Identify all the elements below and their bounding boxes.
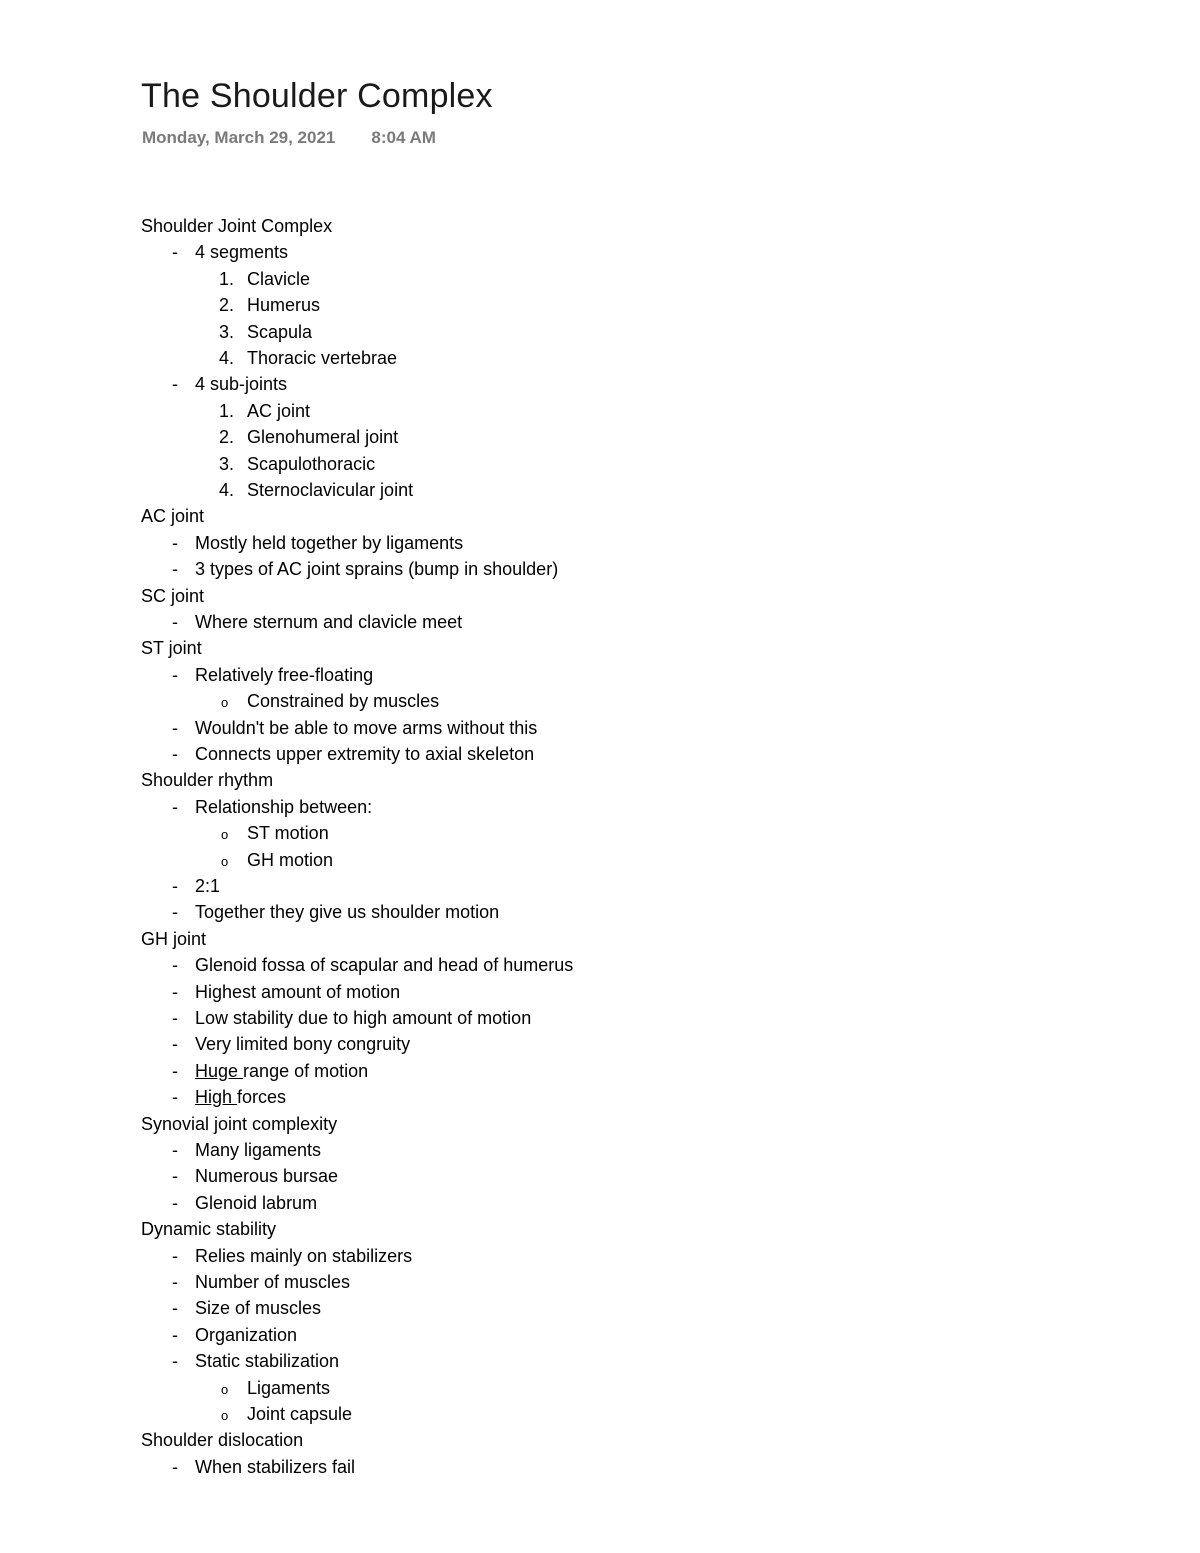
list-item [172, 1190, 317, 1216]
list-item [172, 1348, 339, 1374]
line-text: Glenohumeral joint [247, 427, 399, 448]
list-item [172, 530, 463, 556]
line-text: Organization [195, 1324, 298, 1345]
list-item [221, 1401, 352, 1427]
list-item [172, 794, 372, 820]
line-text: Low stability due to high amount of motion [195, 1008, 532, 1028]
line-text: Glenoid fossa of scapular and head of humerus [195, 955, 574, 976]
list-number: 4. [219, 348, 235, 368]
dash-bullet: - [172, 612, 178, 632]
dash-bullet: - [172, 717, 178, 738]
line-text: Scapula [247, 321, 313, 342]
list-item [221, 688, 439, 714]
list-item [172, 1295, 321, 1321]
line-text: GH motion [247, 849, 334, 870]
list-item [172, 1163, 338, 1189]
line-text: Where sternum and clavicle meet [195, 612, 463, 632]
dash-bullet: - [172, 796, 178, 817]
dash-bullet: - [172, 744, 178, 764]
list-item [172, 1031, 410, 1057]
list-item [219, 398, 310, 424]
line-text: GH joint [141, 928, 207, 949]
line-text: ST joint [141, 638, 202, 659]
line-text: AC joint [141, 506, 205, 527]
page-date-time [142, 126, 436, 150]
list-item [172, 609, 462, 635]
dash-bullet: - [172, 374, 178, 395]
line-text: forces [237, 1087, 287, 1108]
dash-bullet: - [172, 664, 178, 685]
list-item [172, 556, 558, 582]
list-item [172, 979, 400, 1005]
list-number: 3. [219, 321, 235, 342]
line-text: Very limited bony congruity [195, 1034, 411, 1055]
section-heading [141, 635, 202, 661]
list-number: 1. [219, 400, 235, 421]
list-item [172, 1322, 297, 1348]
circle-bullet-icon: o [221, 1408, 229, 1423]
dash-bullet: - [172, 1351, 178, 1372]
list-item [221, 1375, 330, 1401]
underlined-text: High [195, 1087, 238, 1108]
line-text: Dynamic stability [141, 1219, 277, 1240]
line-text: Shoulder dislocation [141, 1430, 304, 1451]
dash-bullet: - [172, 1034, 178, 1055]
circle-bullet-icon: o [221, 853, 229, 869]
list-item [172, 239, 288, 265]
line-text: Clavicle [247, 268, 311, 289]
section-heading [141, 503, 204, 529]
line-text: Sternoclavicular joint [247, 480, 414, 500]
list-item [172, 371, 287, 397]
line-text: Ligaments [247, 1377, 331, 1398]
circle-bullet-icon: o [221, 827, 229, 843]
line-text: Connects upper extremity to axial skeleton [195, 744, 535, 764]
dash-bullet: - [172, 532, 178, 553]
line-text: 4 segments [195, 242, 289, 263]
section-heading [141, 213, 332, 239]
section-heading [141, 767, 273, 793]
section-heading [141, 1216, 276, 1242]
dash-bullet: - [172, 955, 178, 976]
page-time: 8:04 AM [371, 128, 436, 147]
list-item [172, 873, 220, 899]
dash-bullet: - [172, 1245, 178, 1266]
dash-bullet: - [172, 1060, 178, 1081]
line-text: Joint capsule [247, 1404, 353, 1424]
dash-bullet: - [172, 981, 178, 1002]
dash-bullet: - [172, 1008, 178, 1028]
list-item [219, 292, 320, 318]
dash-bullet: - [172, 902, 178, 923]
line-text: 2:1 [195, 876, 221, 896]
line-text: Size of muscles [195, 1298, 322, 1319]
line-text: SC joint [141, 585, 205, 606]
section-heading [141, 1427, 303, 1453]
dash-bullet: - [172, 1087, 178, 1108]
list-number: 4. [219, 480, 235, 500]
line-text: Humerus [247, 295, 321, 316]
line-text: 4 sub-joints [195, 374, 288, 395]
list-number: 1. [219, 268, 235, 289]
dash-bullet: - [172, 1192, 178, 1213]
line-text: Thoracic vertebrae [247, 348, 398, 368]
list-item [221, 820, 329, 846]
page-title: The Shoulder Complex [141, 77, 493, 115]
list-item [172, 1243, 412, 1269]
dash-bullet: - [172, 1166, 178, 1187]
line-text: Numerous bursae [195, 1166, 339, 1187]
underlined-text: Huge [195, 1060, 244, 1081]
list-item [172, 1005, 531, 1031]
section-heading [141, 926, 206, 952]
list-number: 2. [219, 427, 235, 448]
line-text: Static stabilization [195, 1351, 340, 1372]
circle-bullet-icon: o [221, 695, 229, 711]
list-item [172, 1137, 321, 1163]
dash-bullet: - [172, 1456, 178, 1477]
list-item [172, 899, 499, 925]
list-item [172, 952, 573, 978]
dash-bullet: - [172, 1324, 178, 1345]
dash-bullet: - [172, 1140, 178, 1160]
dash-bullet: - [172, 876, 178, 896]
list-item [172, 1058, 368, 1084]
line-text: ST motion [247, 823, 329, 844]
line-text: Relies mainly on stabilizers [195, 1245, 413, 1266]
list-item [172, 1269, 350, 1295]
page-date: Monday, March 29, 2021 [142, 128, 336, 147]
circle-bullet-icon: o [221, 1381, 229, 1397]
list-item [172, 1454, 355, 1480]
line-text: Shoulder rhythm [141, 770, 274, 791]
line-text: Highest amount of motion [195, 981, 401, 1002]
line-text: 3 types of AC joint sprains (bump in shoulder) [195, 559, 559, 580]
line-text: Glenoid labrum [195, 1192, 318, 1213]
list-item [172, 1084, 286, 1110]
list-item [172, 715, 537, 741]
line-text: Mostly held together by ligaments [195, 532, 464, 553]
line-text: Shoulder Joint Complex [141, 216, 333, 236]
list-number: 3. [219, 453, 235, 474]
line-text: range of motion [243, 1060, 369, 1081]
line-text: Relatively free-floating [195, 664, 374, 685]
dash-bullet: - [172, 242, 178, 263]
list-item [219, 345, 397, 371]
line-text: Synovial joint complexity [141, 1113, 338, 1134]
line-text: Relationship between: [195, 796, 373, 817]
list-item [172, 741, 534, 767]
list-item [219, 319, 312, 345]
list-item [219, 266, 310, 292]
list-number: 2. [219, 295, 235, 316]
line-text: Constrained by muscles [247, 691, 440, 712]
line-text: Scapulothoracic [247, 453, 376, 474]
dash-bullet: - [172, 1272, 178, 1292]
list-item [221, 847, 333, 873]
list-item [219, 477, 413, 503]
line-text: AC joint [247, 400, 311, 421]
line-text: Wouldn't be able to move arms without this [195, 717, 538, 738]
list-item [172, 662, 373, 688]
line-text: Number of muscles [195, 1272, 351, 1292]
line-text: Many ligaments [195, 1140, 322, 1160]
dash-bullet: - [172, 559, 178, 580]
section-heading [141, 1111, 337, 1137]
list-item [219, 451, 375, 477]
section-heading [141, 583, 204, 609]
line-text: When stabilizers fail [195, 1456, 356, 1477]
line-text: Together they give us shoulder motion [195, 902, 500, 923]
dash-bullet: - [172, 1298, 178, 1319]
list-item [219, 424, 398, 450]
